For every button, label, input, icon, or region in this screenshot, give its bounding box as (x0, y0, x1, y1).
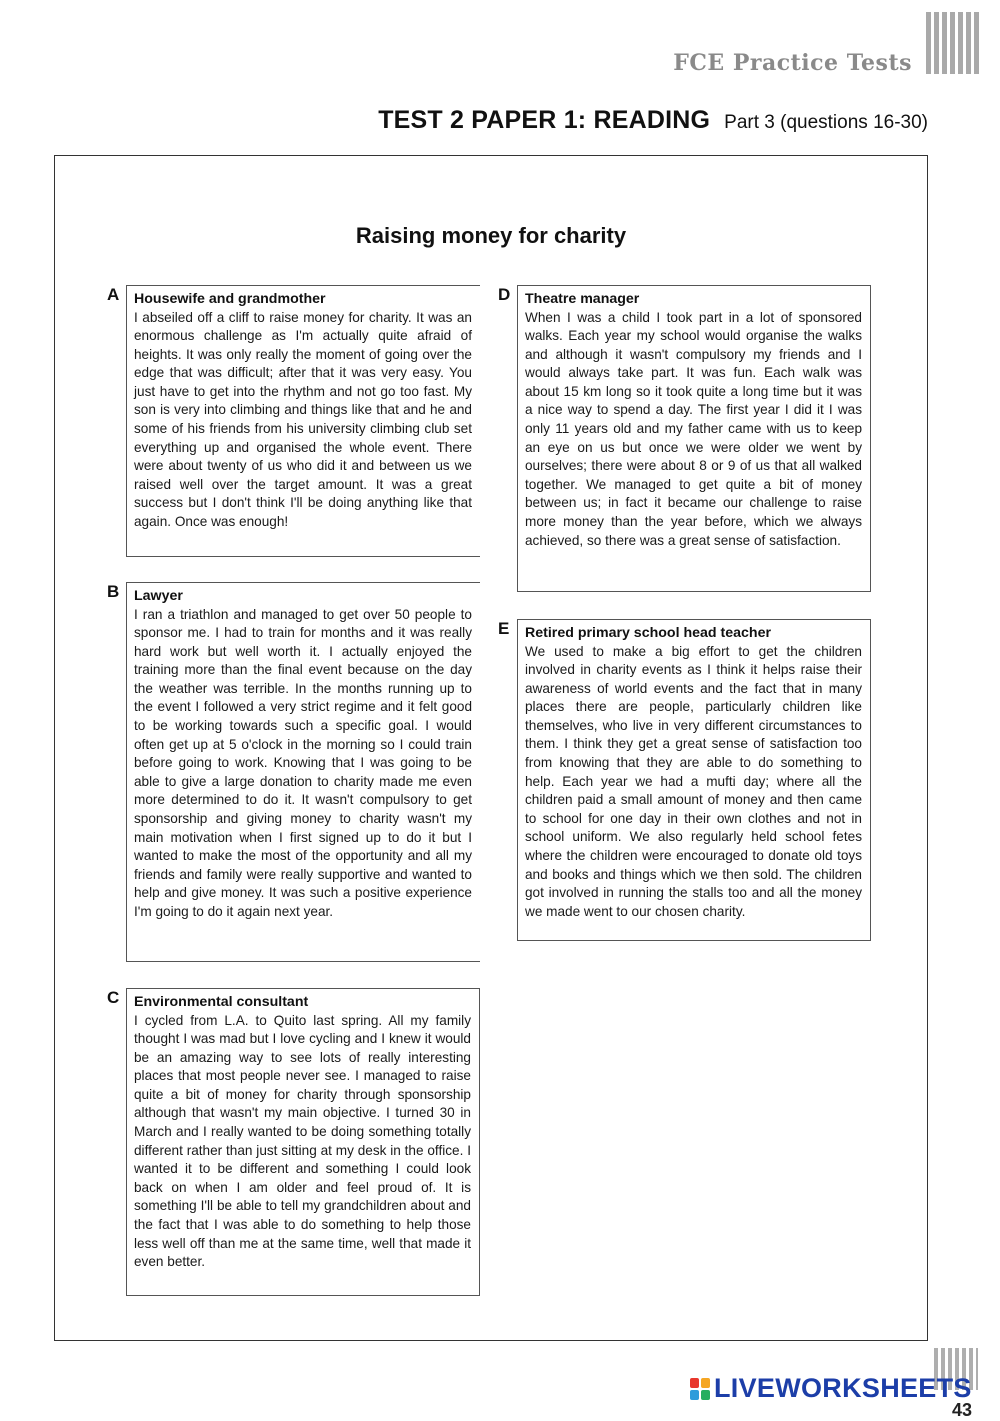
section-b-text: I ran a triathlon and managed to get over 50 people to sponsor me. I had to train for months and it was really hard work but well worth it. I actually enjoyed the training more than the final event because on the day the weather was terrible. In the months running up to the event I followed a very strict regime and it felt good to be working towards such a specific goal. I would often get up at 5 o'clock in the morning so I could train before going to work. Knowing that I was going to be able to give a large donation to charity made me even more determined to do it. It wasn't compulsory to get sponsorship and giving money to charity wasn't my main motivation when I first signed up to do it but I wanted to make the most of the opportunity and all my friends and family were really supportive and wanted to help and give money. It was such a positive experience I'm going to do it again next year. (134, 606, 472, 919)
section-d-text: When I was a child I took part in a lot of sponsored walks. Each year my school would organise the walks and although it wasn't compulsory my friends and I would always take part. It was fun. Each walk was about 15 km long so it took quite a long time but it was a nice way to spend a day. The first year I did it I was only 11 years old and my father came with us to keep an eye on us but once we were older we went by ourselves; there were about 8 or 9 of us that all walked together. We managed to get quite a bit of money between us; in fact it became our challenge to raise more money than the year before, which we always achieved, so there was a great sense of satisfaction. (525, 309, 862, 548)
section-c-role: Environmental consultant (134, 994, 309, 1010)
section-a (126, 285, 480, 557)
section-a-letter: A (107, 285, 120, 304)
page-title: Raising money for charity (355, 223, 627, 248)
liveworksheets-brand[interactable] (690, 1373, 972, 1404)
logo-square-4 (701, 1390, 710, 1400)
section-e-text: We used to make a big effort to get the children involved in charity events as I think it helps raise their awareness of world events and the fact that in many places there are people, particularly children like themselves, who live in very different circumstances to them. I think they get a great sense of satisfaction too from knowing that they are able to do something to help. Each year we had a mufti day; where all the children paid a small amount of money and then came to school for one day in their own clothes and not in school uniform. We also regularly held school fetes where the children were encouraged to donate old toys and books and things which we then sold. The children got involved in running the stalls too and all the money we made went to our chosen charity. (525, 643, 862, 919)
section-e-letter: E (498, 619, 510, 638)
liveworksheets-logo-icon (690, 1378, 710, 1400)
test-part: Part 3 (questions 16-30) (724, 112, 928, 133)
logo-square-3 (690, 1390, 699, 1400)
test-title: TEST 2 PAPER 1: READING (378, 106, 711, 134)
section-d-letter: D (498, 285, 511, 304)
section-c (126, 988, 480, 1296)
logo-square-1 (690, 1378, 699, 1388)
header-decoration-bars (926, 12, 982, 74)
logo-square-2 (701, 1378, 710, 1388)
test-heading (378, 106, 928, 135)
section-c-text: I cycled from L.A. to Quito last spring. All my family thought I was mad but I love cycling and I knew it would be an amazing way to see lots of really interesting places that most people never see. I managed to raise quite a bit of money for charity through sponsorship although that wasn't my main objective. I turned 30 in March and I really wanted to be doing something totally different rather than just sitting at my desk in the office. I wanted it to be different and something I could look back on when I am older and feel proud of. It is something I'll be able to tell my grandchildren about and the fact that I was able to do something to help those less well off than me at the same time, well that made it even better. (134, 1012, 471, 1270)
section-c-letter: C (107, 988, 120, 1007)
section-d-role: Theatre manager (525, 291, 640, 307)
section-a-role: Housewife and grandmother (134, 291, 326, 307)
page-number: 43 (951, 1400, 972, 1420)
series-title: FCE Practice Tests (673, 50, 912, 76)
section-e (517, 619, 871, 941)
section-b-letter: B (107, 582, 120, 601)
brand-text: LIVEWORKSHEETS (714, 1373, 972, 1403)
section-e-role: Retired primary school head teacher (525, 625, 772, 641)
section-d (517, 285, 871, 592)
section-b (126, 582, 480, 962)
section-b-role: Lawyer (134, 588, 183, 604)
section-a-text: I abseiled off a cliff to raise money for charity. It was an enormous challenge as I'm actually quite afraid of heights. It was only really the moment of going over the edge that was difficult; after that it was very easy. You just have to get into the rhythm and not go too fast. My son is very into climbing and things like that and he and some of his friends from his university climbing club set everything up and organised the whole event. There were about twenty of us who did it and between us we raised well over the target amount. It was a great success but I don't think I'll be doing anything like that again. Once was enough! (134, 309, 472, 530)
